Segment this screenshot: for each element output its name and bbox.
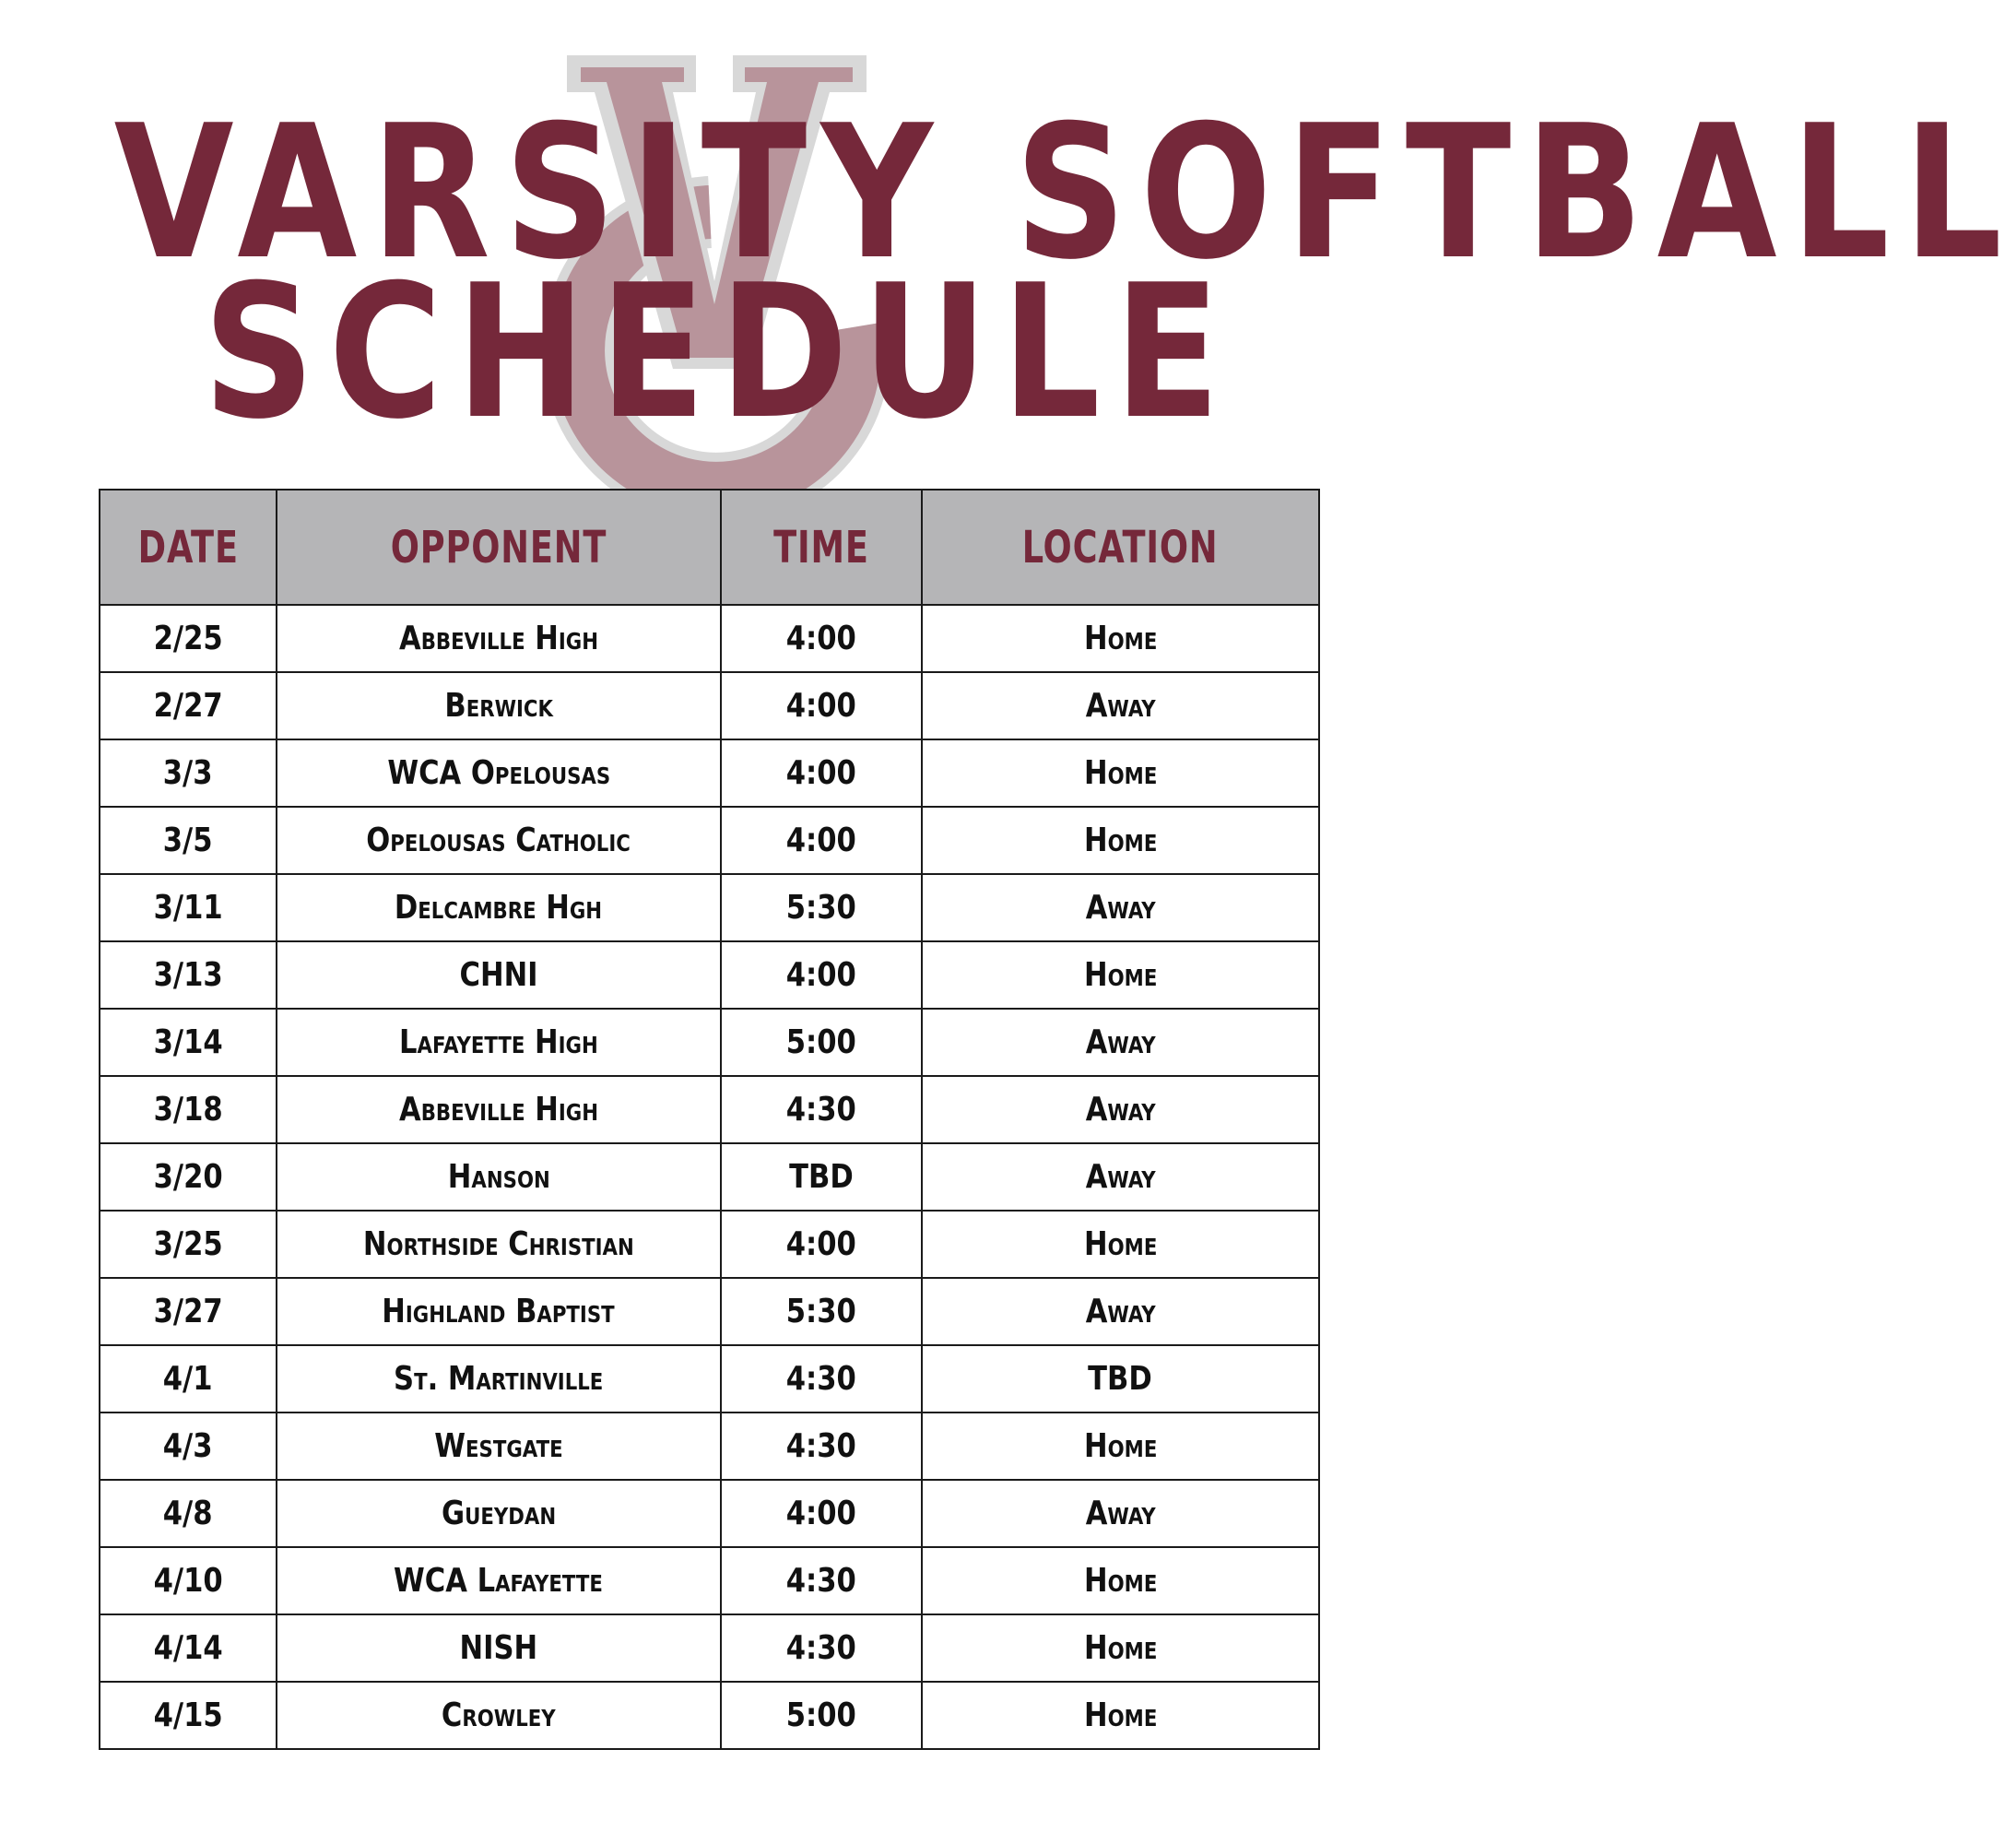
table-row [100,672,1319,739]
cell-location: Home [922,1547,1319,1614]
cell-opponent: CHNI [277,941,721,1009]
table-row [100,941,1319,1009]
cell-location: Home [922,1211,1319,1278]
cell-location: Home [922,807,1319,874]
cell-opponent: Hanson [277,1143,721,1211]
cell-time: 5:30 [721,1278,922,1345]
cell-time: 4:30 [721,1547,922,1614]
cell-opponent: Westgate [277,1413,721,1480]
cell-date: 3/13 [100,941,277,1009]
cell-opponent: Gueydan [277,1480,721,1547]
cell-time: 4:00 [721,941,922,1009]
cell-time: 4:00 [721,605,922,672]
table-header-row [100,490,1319,605]
cell-time: 4:00 [721,672,922,739]
cell-location: Away [922,874,1319,941]
cell-location: TBD [922,1345,1319,1413]
cell-location: Home [922,739,1319,807]
table-row [100,1345,1319,1413]
cell-date: 4/10 [100,1547,277,1614]
cell-date: 2/25 [100,605,277,672]
cell-time: 4:00 [721,1480,922,1547]
title-line-2: SCHEDULE [203,245,1234,460]
cell-date: 3/27 [100,1278,277,1345]
cell-opponent: Crowley [277,1682,721,1749]
cell-opponent: Opelousas Catholic [277,807,721,874]
cell-opponent: NISH [277,1614,721,1682]
cell-location: Home [922,941,1319,1009]
cell-location: Home [922,1413,1319,1480]
header-time: TIME [721,490,922,605]
table-row [100,605,1319,672]
table-row [100,1547,1319,1614]
schedule-table [99,489,1320,1750]
title-line-1: VARSITY SOFTBALL [113,86,2016,301]
cell-date: 4/14 [100,1614,277,1682]
cell-date: 3/5 [100,807,277,874]
table-row [100,1413,1319,1480]
cell-date: 3/25 [100,1211,277,1278]
cell-location: Away [922,1480,1319,1547]
cell-time: 5:30 [721,874,922,941]
cell-opponent: St. Martinville [277,1345,721,1413]
table-row [100,1480,1319,1547]
cell-date: 3/14 [100,1009,277,1076]
cell-time: 5:00 [721,1009,922,1076]
table-row [100,1278,1319,1345]
cell-opponent: Berwick [277,672,721,739]
table-row [100,1009,1319,1076]
cell-opponent: WCA Lafayette [277,1547,721,1614]
cell-time: 4:30 [721,1345,922,1413]
table-row [100,874,1319,941]
table-row [100,1076,1319,1143]
cell-opponent: Delcambre Hgh [277,874,721,941]
cell-location: Home [922,1614,1319,1682]
cell-opponent: Abbeville High [277,1076,721,1143]
cell-location: Home [922,605,1319,672]
cell-date: 4/15 [100,1682,277,1749]
cell-location: Away [922,1009,1319,1076]
cell-location: Away [922,1076,1319,1143]
table-row [100,1682,1319,1749]
cell-date: 4/3 [100,1413,277,1480]
cell-time: 5:00 [721,1682,922,1749]
header-opponent: OPPONENT [277,490,721,605]
header-location: LOCATION [922,490,1319,605]
cell-date: 3/3 [100,739,277,807]
cell-opponent: Northside Christian [277,1211,721,1278]
cell-time: 4:00 [721,739,922,807]
cell-time: 4:30 [721,1614,922,1682]
cell-location: Away [922,672,1319,739]
cell-location: Away [922,1143,1319,1211]
cell-time: TBD [721,1143,922,1211]
cell-time: 4:00 [721,807,922,874]
table-row [100,1211,1319,1278]
cell-time: 4:00 [721,1211,922,1278]
cell-location: Away [922,1278,1319,1345]
cell-location: Home [922,1682,1319,1749]
cell-time: 4:30 [721,1076,922,1143]
cell-time: 4:30 [721,1413,922,1480]
cell-opponent: WCA Opelousas [277,739,721,807]
table-row [100,807,1319,874]
table-row [100,1614,1319,1682]
cell-opponent: Lafayette High [277,1009,721,1076]
cell-date: 3/18 [100,1076,277,1143]
cell-opponent: Highland Baptist [277,1278,721,1345]
cell-date: 4/8 [100,1480,277,1547]
cell-date: 4/1 [100,1345,277,1413]
table-row [100,739,1319,807]
cell-date: 2/27 [100,672,277,739]
table-row [100,1143,1319,1211]
cell-opponent: Abbeville High [277,605,721,672]
cell-date: 3/11 [100,874,277,941]
header-date: DATE [100,490,277,605]
cell-date: 3/20 [100,1143,277,1211]
